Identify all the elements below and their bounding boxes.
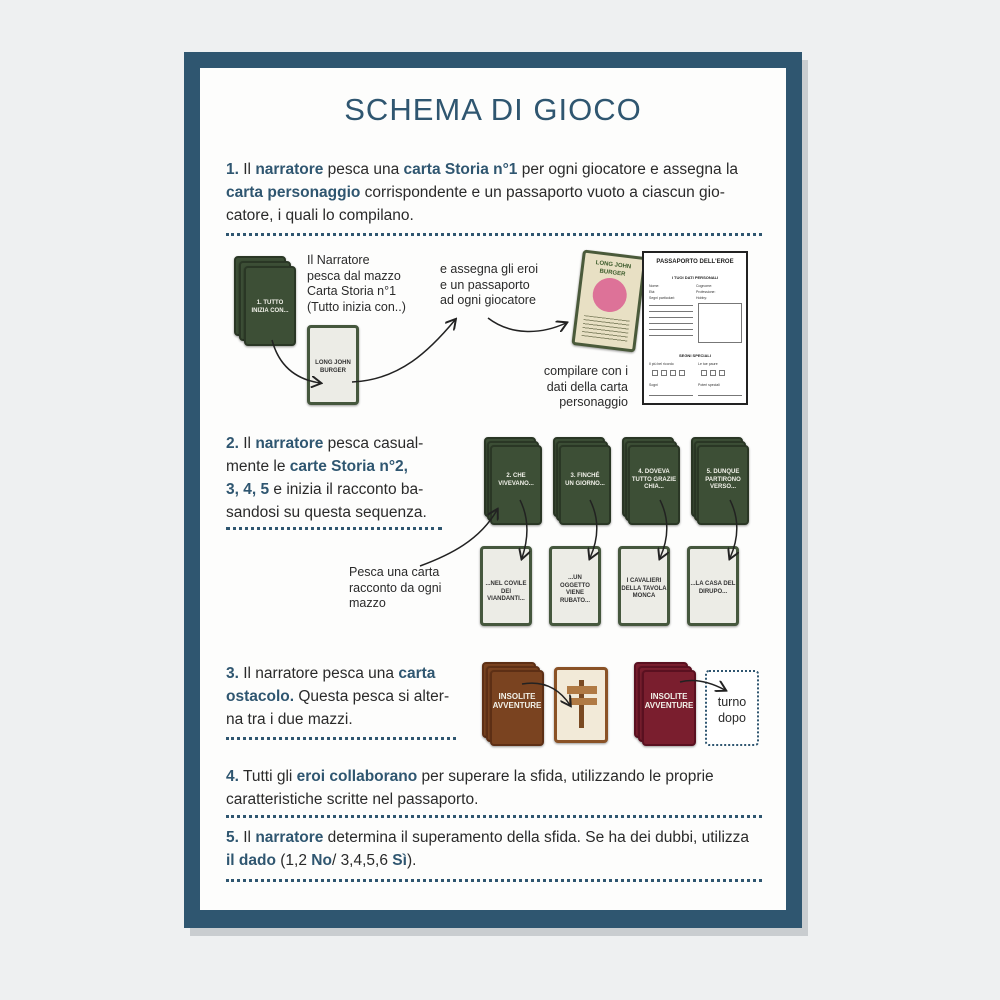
arrow-icon xyxy=(352,320,455,382)
arrow-icon xyxy=(660,500,667,558)
story-card-1: 1. TUTTO INIZIA CON... xyxy=(244,266,296,346)
step-3-text: 3. Il narratore pesca una carta ostacolo. Questa pesca si alter- na tra i due mazzi. xyxy=(226,665,450,728)
character-card-long-john-burger: LONG JOHN BURGER xyxy=(571,249,646,352)
step-5-text: 5. Il narratore determina il superamento della sfida. Se ha dei dubbi, utilizza il dado (1,2 No/ 3,4,5,6 Sì). xyxy=(226,829,750,869)
passport-section-personal: I TUOI DATI PERSONALI xyxy=(671,275,719,280)
arrow-icon xyxy=(590,500,597,558)
drawn-card-3: ...UN OGGETTO VIENE RUBATO... xyxy=(549,546,601,626)
passport-title: PASSAPORTO DELL'EROE xyxy=(656,259,734,265)
story-deck-2: 2. CHE VIVEVANO... xyxy=(490,445,542,525)
story-deck-3: 3. FINCHÉ UN GIORNO... xyxy=(559,445,611,525)
drawn-card-4: I CAVALIERI DELLA TAVOLA MONCA xyxy=(618,546,670,626)
turno-dopo-placeholder: turno dopo xyxy=(705,670,759,746)
story-deck-5: 5. DUNQUE PARTIRONO VERSO... xyxy=(697,445,749,525)
arrow-icon xyxy=(420,510,497,566)
story-deck-4: 4. DOVEVA TUTTO GRAZIE CHIA... xyxy=(628,445,680,525)
page-title: SCHEMA DI GIOCO xyxy=(344,92,642,127)
note-narratore: Il Narratore pesca dal mazzo Carta Storia n°1 (Tutto inizia con..) xyxy=(307,253,406,314)
obstacle-deck-maroon: INSOLITE AVVENTURE xyxy=(642,670,696,746)
drawn-card-2: ...NEL COVILE DEI VIANDANTI... xyxy=(480,546,532,626)
step-1-text: 1. Il narratore pesca una carta Storia n°1 per ogni giocatore e assegna la carta personaggio corrispondente e un passaporto vuoto a ciascun gio- catore, i quali lo compilano. xyxy=(226,161,739,224)
obstacle-deck-brown: INSOLITE AVVENTURE xyxy=(490,670,544,746)
step-number: 1. xyxy=(226,161,239,178)
step-4-text: 4. Tutti gli eroi collaborano per superare la sfida, utilizzando le proprie caratteristiche scritte nel passaporto. xyxy=(226,768,714,808)
arrow-icon xyxy=(488,318,566,331)
drawn-card-5: ...LA CASA DEL DIRUPO... xyxy=(687,546,739,626)
arrow-icon xyxy=(730,500,737,558)
arrow-icon xyxy=(520,500,527,558)
note-compilare: compilare con i dati della carta personaggio xyxy=(543,364,628,409)
note-assegna: e assegna gli eroi e un passaporto ad ogni giocatore xyxy=(440,262,538,307)
character-card-drawn: LONG JOHN BURGER xyxy=(307,325,359,405)
passport-sheet: PASSAPORTO DELL'EROE I TUOI DATI PERSONALI Nome: Età: Segni particolari: Cognome: Professione: Hobby: SEGNI SPECIALI Il più bel ricordo Le tue paure Sogni Poteri speciali xyxy=(642,251,748,405)
arrow-icon xyxy=(272,340,320,383)
arrow-icon xyxy=(522,683,570,705)
note-pesca-carta: Pesca una carta racconto da ogni mazzo xyxy=(349,565,442,610)
step-2-text: 2. Il narratore pesca casual- mente le carte Storia n°2, 3, 4, 5 e inizia il racconto ba- sandosi su questa sequenza. xyxy=(226,435,427,521)
passport-section-special: SEGNI SPECIALI xyxy=(678,353,711,358)
arrow-icon xyxy=(680,680,725,690)
